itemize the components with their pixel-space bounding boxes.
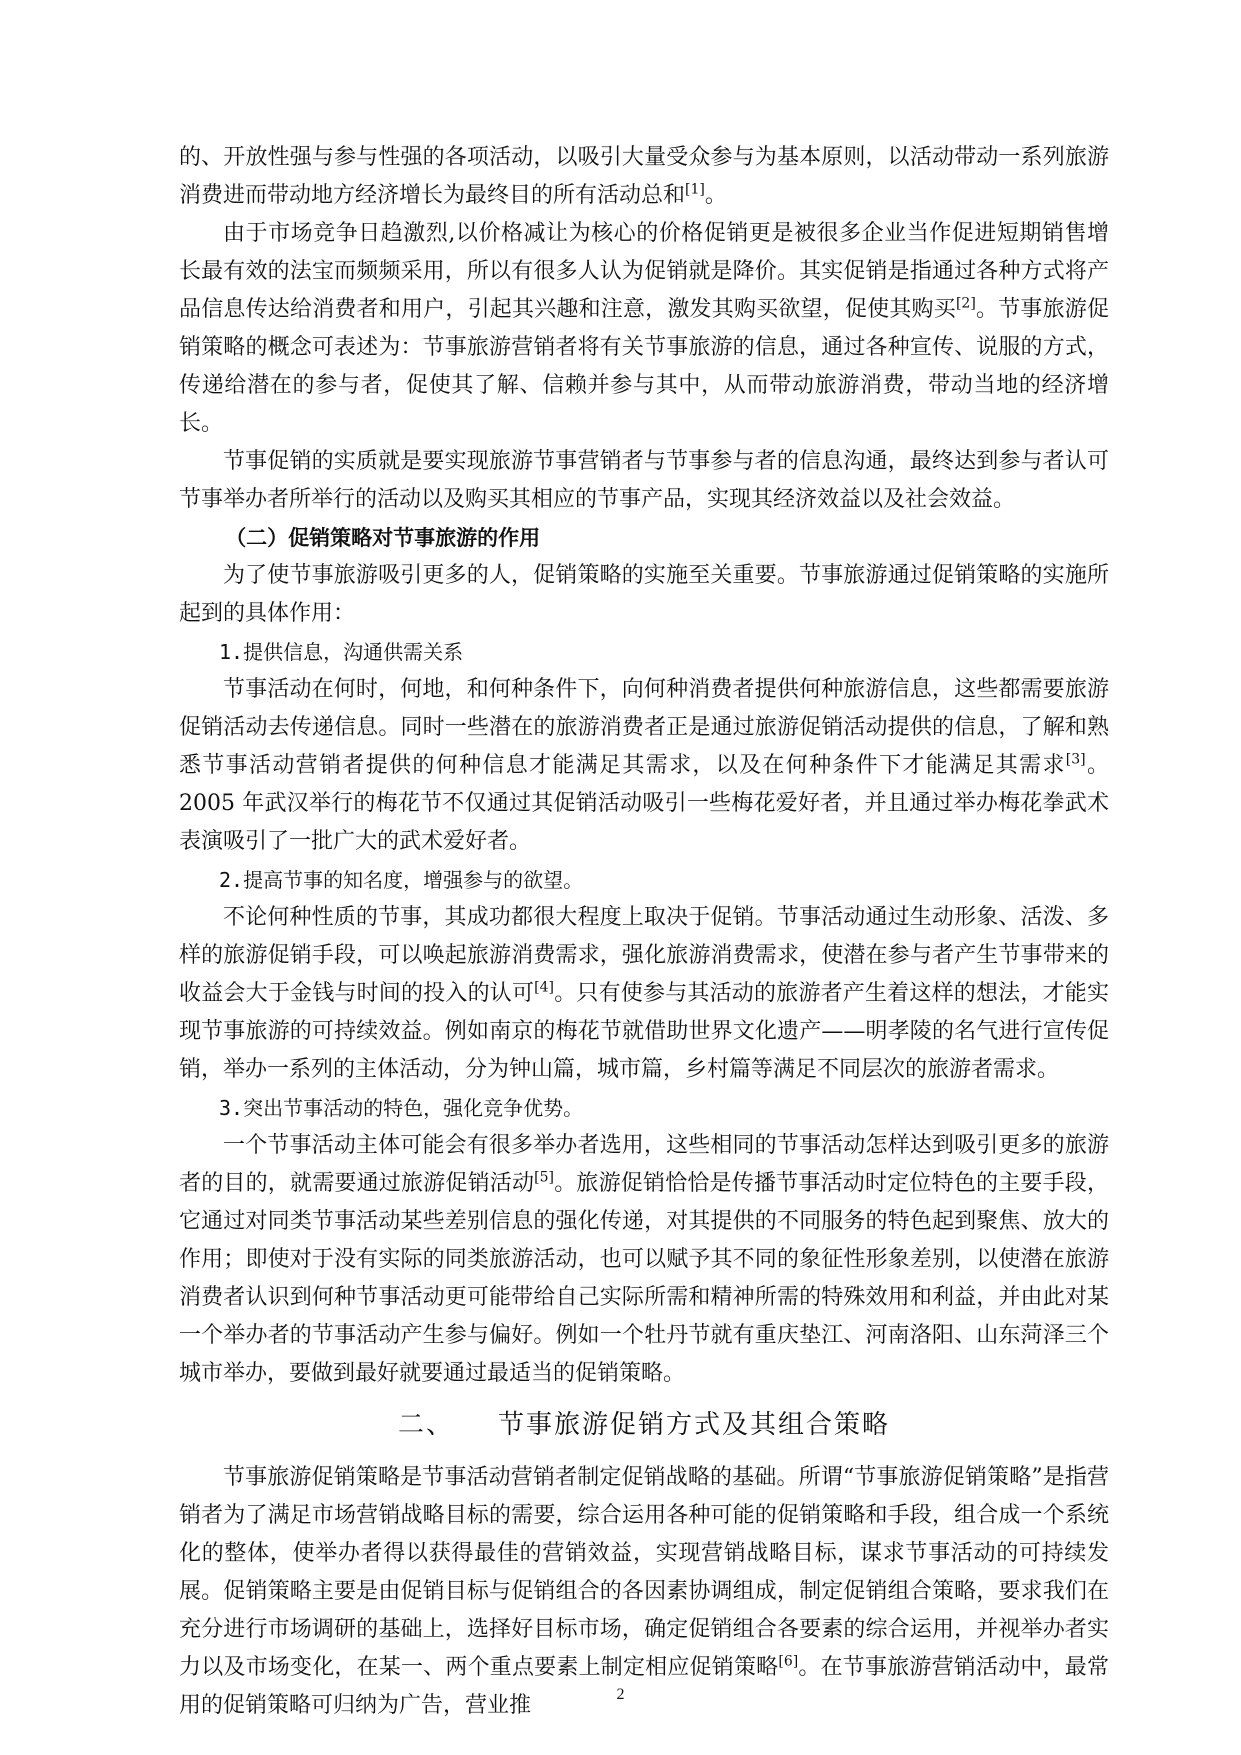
citation-ref: [5] <box>534 1169 555 1186</box>
citation-ref: [3] <box>1065 751 1086 768</box>
section-subheading: （二）促销策略对节事旅游的作用 <box>225 526 541 550</box>
section-heading <box>179 1405 1109 1445</box>
text: 。在节事旅游营销活动中，最常用的促销策略可归纳为广告，营业推 <box>179 1655 1109 1718</box>
list-item: 1.提供信息，沟通供需关系 <box>219 640 464 664</box>
paragraph <box>179 1127 1109 1393</box>
text: 的、开放性强与参与性强的各项活动，以吸引大量受众参与为基本原则，以活动带动一系列旅游消费进而带动地方经济增长为最终目的所有活动总和 <box>179 145 1109 208</box>
citation-ref: [2] <box>955 295 976 312</box>
section-number: 二、 <box>397 1410 454 1440</box>
text: 。只有使参与其活动的旅游者产生着这样的想法，才能实现节事旅游的可持续效益。例如南京的梅花节就借助世界文化遗产——明孝陵的名气进行宣传促销，举办一系列的主体活动，分为钟山篇，城市篇，乡村篇等满足不同层次的旅游者需求。 <box>179 981 1109 1082</box>
text: 。 <box>704 183 727 208</box>
text: 由于市场竞争日趋激烈,以价格减让为核心的价格促销更是被很多企业当作促进短期销售增长最有效的法宝而频频采用，所以有很多人认为促销就是降价。其实促销是指通过各种方式将产品信息传达给消费者和用户，引起其兴趣和注意，激发其购买欲望，促使其购买 <box>179 221 1109 322</box>
citation-ref: [1] <box>685 181 705 198</box>
paragraph-continued <box>179 139 1109 215</box>
text: 。2005 年武汉举行的梅花节不仅通过其促销活动吸引一些梅花爱好者，并且通过举办梅花拳武术表演吸引了一批广大的武术爱好者。 <box>179 753 1109 854</box>
text: 节事旅游促销策略是节事活动营销者制定促销战略的基础。所谓“节事旅游促销策略”是指营销者为了满足市场营销战略目标的需要，综合运用各种可能的促销策略和手段，组合成一个系统化的整体，使举办者得以获得最佳的营销效益，实现营销战略目标，谋求节事活动的可持续发展。促销策略主要是由促销目标与促销组合的各因素协调组成，制定促销组合策略，要求我们在充分进行市场调研的基础上，选择好目标市场，确定促销组合各要素的综合运用，并视举办者实力以及市场变化，在某一、两个重点要素上制定相应促销策略 <box>179 1465 1109 1680</box>
page-number: 2 <box>616 1686 625 1703</box>
paragraph: 节事促销的实质就是要实现旅游节事营销者与节事参与者的信息沟通，最终达到参与者认可节事举办者所举行的活动以及购买其相应的节事产品，实现其经济效益以及社会效益。 <box>179 449 1109 512</box>
body-text <box>179 139 1109 1725</box>
text: 。节事旅游促销策略的概念可表述为：节事旅游营销者将有关节事旅游的信息，通过各种宣传、说服的方式，传递给潜在的参与者，促使其了解、信赖并参与其中，从而带动旅游消费，带动当地的经济增长。 <box>179 297 1109 436</box>
paragraph <box>179 899 1109 1089</box>
paragraph: 为了使节事旅游吸引更多的人，促销策略的实施至关重要。节事旅游通过促销策略的实施所起到的具体作用： <box>179 563 1109 626</box>
paragraph <box>179 671 1109 861</box>
text: 。旅游促销恰恰是传播节事活动时定位特色的主要手段，它通过对同类节事活动某些差别信息的强化传递，对其提供的不同服务的特色起到聚焦、放大的作用；即使对于没有实际的同类旅游活动，也可以赋予其不同的象征性形象差别，以使潜在旅游消费者认识到何种节事活动更可能带给自己实际所需和精神所需的特殊效用和利益，并由此对某一个举办者的节事活动产生参与偏好。例如一个牡丹节就有重庆垫江、河南洛阳、山东菏泽三个城市举办，要做到最好就要通过最适当的促销策略。 <box>179 1171 1109 1386</box>
text: 一个节事活动主体可能会有很多举办者选用，这些相同的节事活动怎样达到吸引更多的旅游者的目的，就需要通过旅游促销活动 <box>179 1133 1109 1196</box>
text: 不论何种性质的节事，其成功都很大程度上取决于促销。节事活动通过生动形象、活泼、多样的旅游促销手段，可以唤起旅游消费需求，强化旅游消费需求，使潜在参与者产生节事带来的收益会大于金钱与时间的投入的认可 <box>179 905 1109 1006</box>
list-item: 2.提高节事的知名度，增强参与的欲望。 <box>219 868 584 892</box>
citation-ref: [4] <box>534 979 555 996</box>
list-item: 3.突出节事活动的特色，强化竞争优势。 <box>219 1096 584 1120</box>
citation-ref: [6] <box>778 1653 799 1670</box>
paragraph <box>179 215 1109 443</box>
section-title: 节事旅游促销方式及其组合策略 <box>498 1410 891 1440</box>
text: 节事活动在何时，何地，和何种条件下，向何种消费者提供何种旅游信息，这些都需要旅游促销活动去传递信息。同时一些潜在的旅游消费者正是通过旅游促销活动提供的信息，了解和熟悉节事活动营销者提供的何种信息才能满足其需求，以及在何种条件下才能满足其需求 <box>179 677 1109 778</box>
